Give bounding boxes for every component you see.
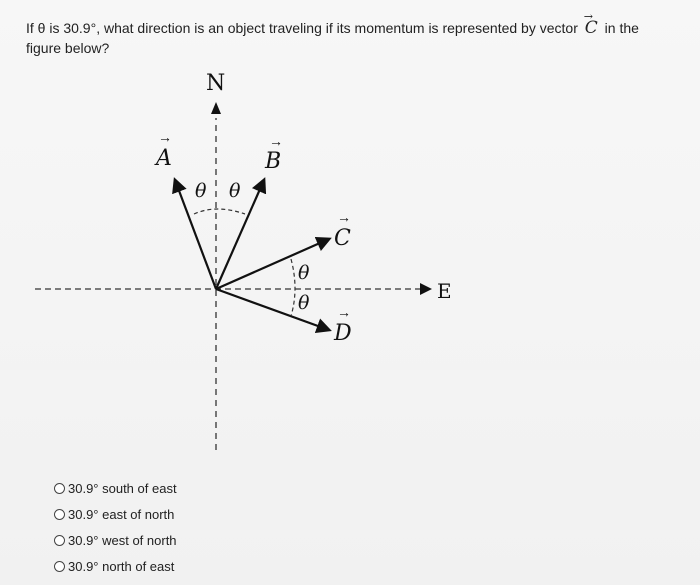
- vector-d-arrow: [216, 289, 329, 330]
- vector-b-label: [264, 133, 283, 174]
- vector-d-overarrow: →: [337, 304, 351, 320]
- vector-c-arrow: [216, 239, 329, 289]
- radio-button[interactable]: [54, 509, 65, 520]
- radio-button[interactable]: [54, 535, 65, 546]
- angle-arc-right: [291, 259, 295, 316]
- option-label: 30.9° west of north: [68, 532, 177, 548]
- svg-text:B: B: [265, 149, 282, 174]
- theta-label-right: θ: [229, 180, 241, 202]
- vector-c-overarrow: →: [337, 209, 351, 225]
- option-label: 30.9° east of north: [68, 506, 175, 522]
- east-arrow-icon: [420, 283, 432, 295]
- svg-text:D: D: [334, 321, 352, 346]
- theta-label-upper-right: θ: [298, 262, 310, 284]
- question-prefix: If θ is 30.9°, what direction is an object traveling if its momentum is represented by vector: [26, 20, 578, 36]
- vector-c-symbol: → C: [582, 18, 601, 38]
- vector-c-label: [334, 209, 351, 251]
- radio-button[interactable]: [54, 561, 65, 572]
- vector-d-label: [333, 304, 352, 346]
- option-west-of-north[interactable]: [54, 527, 177, 553]
- radio-button[interactable]: [54, 483, 65, 494]
- option-south-of-east[interactable]: [54, 475, 177, 501]
- question-suffix: in the figure below?: [26, 20, 639, 56]
- option-north-of-east[interactable]: [54, 553, 177, 579]
- option-east-of-north[interactable]: [54, 501, 177, 527]
- vector-b-overarrow: →: [269, 133, 283, 149]
- theta-label-left: θ: [195, 180, 207, 202]
- theta-label-lower-right: θ: [298, 292, 310, 314]
- north-arrow-icon: [211, 102, 221, 114]
- vector-a-label: [154, 129, 172, 171]
- option-label: 30.9° north of east: [68, 558, 175, 574]
- vector-a-overarrow: →: [158, 129, 172, 145]
- angle-arc-top: [194, 209, 245, 214]
- svg-text:C: C: [334, 226, 351, 251]
- answer-options: [54, 475, 177, 579]
- north-label: N: [206, 71, 226, 96]
- east-label: E: [437, 279, 452, 303]
- option-label: 30.9° south of east: [68, 480, 177, 496]
- svg-text:A: A: [156, 146, 172, 171]
